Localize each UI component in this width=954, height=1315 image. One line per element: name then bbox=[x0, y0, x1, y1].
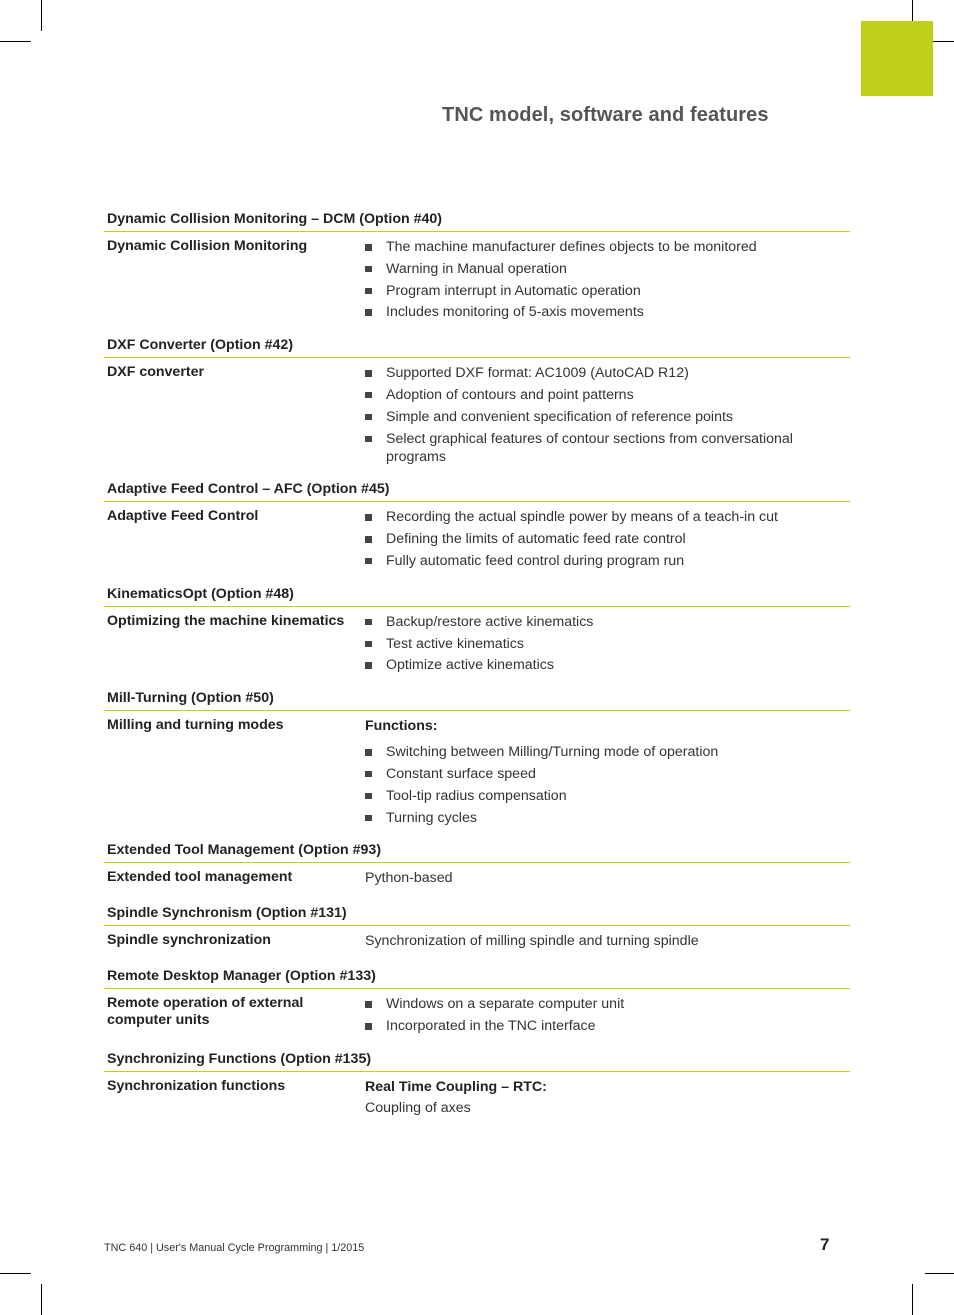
option-section bbox=[104, 209, 850, 325]
section-title: Extended Tool Management (Option #93) bbox=[104, 840, 850, 863]
bullet-list bbox=[365, 613, 850, 675]
list-item bbox=[365, 1017, 850, 1035]
feature-row bbox=[104, 711, 850, 830]
feature-row bbox=[104, 989, 850, 1039]
option-section bbox=[104, 335, 850, 469]
option-section bbox=[104, 1049, 850, 1123]
bullet-list bbox=[365, 364, 850, 465]
list-item bbox=[365, 282, 850, 300]
feature-sections bbox=[104, 209, 850, 1133]
square-bullet-icon bbox=[365, 1023, 372, 1030]
list-item bbox=[365, 386, 850, 404]
section-title: Mill-Turning (Option #50) bbox=[104, 688, 850, 711]
feature-label: Optimizing the machine kinematics bbox=[107, 612, 345, 629]
list-item-text: Recording the actual spindle power by means of a teach-in cut bbox=[386, 509, 778, 526]
option-section bbox=[104, 840, 850, 893]
feature-label: Synchronization functions bbox=[107, 1077, 286, 1094]
section-title: KinematicsOpt (Option #48) bbox=[104, 584, 850, 607]
crop-mark bbox=[933, 41, 954, 42]
list-item-text: The machine manufacturer defines objects to be monitored bbox=[386, 239, 757, 255]
list-item-text: Adoption of contours and point patterns bbox=[386, 386, 634, 403]
square-bullet-icon bbox=[365, 662, 372, 669]
list-item bbox=[365, 743, 850, 761]
option-section bbox=[104, 688, 850, 830]
list-item bbox=[365, 430, 850, 466]
square-bullet-icon bbox=[365, 815, 372, 822]
crop-mark bbox=[912, 1284, 913, 1315]
bullet-list bbox=[365, 995, 850, 1035]
list-item bbox=[365, 656, 850, 674]
list-item-text: Defining the limits of automatic feed rate control bbox=[386, 531, 686, 548]
feature-description bbox=[365, 613, 850, 678]
list-item bbox=[365, 809, 850, 827]
square-bullet-icon bbox=[365, 244, 372, 251]
list-item-text: Backup/restore active kinematics bbox=[386, 613, 594, 630]
square-bullet-icon bbox=[365, 536, 372, 543]
list-item-text: Warning in Manual operation bbox=[386, 260, 567, 277]
list-item-text: Test active kinematics bbox=[386, 635, 524, 652]
section-title: Remote Desktop Manager (Option #133) bbox=[104, 966, 850, 989]
square-bullet-icon bbox=[365, 749, 372, 756]
list-item bbox=[365, 613, 850, 631]
list-item-text: Incorporated in the TNC interface bbox=[386, 1018, 596, 1035]
feature-row bbox=[104, 232, 850, 325]
description-text: Synchronization of milling spindle and turning spindle bbox=[365, 933, 699, 950]
square-bullet-icon bbox=[365, 558, 372, 565]
feature-label: Dynamic Collision Monitoring bbox=[107, 238, 308, 254]
feature-row bbox=[104, 863, 850, 893]
footer-text: TNC 640 | User's Manual Cycle Programming | 1/2015 bbox=[104, 1242, 365, 1254]
bullet-list bbox=[365, 238, 850, 321]
crop-mark bbox=[0, 41, 31, 42]
feature-description bbox=[365, 932, 850, 956]
feature-row bbox=[104, 926, 850, 956]
crop-mark bbox=[0, 1273, 31, 1274]
feature-description bbox=[365, 1078, 850, 1123]
list-item-text: Turning cycles bbox=[386, 809, 477, 826]
chapter-accent-tab bbox=[861, 21, 933, 96]
feature-label: Adaptive Feed Control bbox=[107, 508, 259, 525]
feature-row bbox=[104, 358, 850, 469]
section-title: Dynamic Collision Monitoring – DCM (Option #40) bbox=[104, 209, 850, 232]
list-item bbox=[365, 508, 850, 526]
feature-label: Spindle synchronization bbox=[107, 932, 271, 949]
square-bullet-icon bbox=[365, 436, 372, 443]
feature-row bbox=[104, 607, 850, 678]
square-bullet-icon bbox=[365, 793, 372, 800]
square-bullet-icon bbox=[365, 514, 372, 521]
list-item bbox=[365, 260, 850, 278]
feature-label: Remote operation of external computer units bbox=[107, 995, 304, 1029]
crop-mark bbox=[41, 1284, 42, 1315]
list-item-text: Select graphical features of contour sections from conversational programs bbox=[386, 430, 793, 465]
list-item-text: Switching between Milling/Turning mode of operation bbox=[386, 744, 719, 761]
list-item bbox=[365, 530, 850, 548]
list-item bbox=[365, 995, 850, 1013]
list-item bbox=[365, 635, 850, 653]
list-item-text: Tool-tip radius compensation bbox=[386, 787, 567, 804]
page-number: 7 bbox=[820, 1235, 830, 1254]
list-item-text: Supported DXF format: AC1009 (AutoCAD R12) bbox=[386, 365, 689, 382]
bullet-list bbox=[365, 508, 850, 570]
list-item bbox=[365, 765, 850, 783]
list-item-text: Windows on a separate computer unit bbox=[386, 996, 625, 1013]
list-item-text: Includes monitoring of 5-axis movements bbox=[386, 304, 644, 321]
option-section bbox=[104, 479, 850, 573]
section-title: Spindle Synchronism (Option #131) bbox=[104, 903, 850, 926]
description-text: Coupling of axes bbox=[365, 1099, 471, 1116]
square-bullet-icon bbox=[365, 619, 372, 626]
list-item-text: Constant surface speed bbox=[386, 765, 536, 782]
square-bullet-icon bbox=[365, 288, 372, 295]
list-item bbox=[365, 238, 850, 256]
feature-row bbox=[104, 502, 850, 573]
square-bullet-icon bbox=[365, 771, 372, 778]
feature-description bbox=[365, 717, 850, 830]
section-title: Adaptive Feed Control – AFC (Option #45) bbox=[104, 479, 850, 502]
option-section bbox=[104, 966, 850, 1039]
list-item bbox=[365, 408, 850, 426]
square-bullet-icon bbox=[365, 392, 372, 399]
feature-label: Milling and turning modes bbox=[107, 717, 284, 734]
section-title: Synchronizing Functions (Option #135) bbox=[104, 1049, 850, 1072]
square-bullet-icon bbox=[365, 641, 372, 648]
square-bullet-icon bbox=[365, 370, 372, 377]
feature-row bbox=[104, 1072, 850, 1123]
feature-description bbox=[365, 238, 850, 325]
square-bullet-icon bbox=[365, 266, 372, 273]
crop-mark bbox=[41, 0, 42, 31]
list-item bbox=[365, 303, 850, 321]
crop-mark bbox=[912, 0, 913, 21]
description-text: Python-based bbox=[365, 870, 453, 887]
description-heading: Real Time Coupling – RTC: bbox=[365, 1078, 547, 1095]
square-bullet-icon bbox=[365, 414, 372, 421]
list-item-text: Optimize active kinematics bbox=[386, 657, 554, 674]
bullet-list bbox=[365, 743, 850, 826]
feature-label: Extended tool management bbox=[107, 869, 293, 886]
list-item-text: Fully automatic feed control during program run bbox=[386, 552, 685, 569]
square-bullet-icon bbox=[365, 309, 372, 316]
feature-description bbox=[365, 508, 850, 573]
feature-description bbox=[365, 364, 850, 469]
page-title: TNC model, software and features bbox=[442, 104, 769, 126]
list-item bbox=[365, 787, 850, 805]
list-item-text: Simple and convenient specification of reference points bbox=[386, 408, 734, 425]
option-section bbox=[104, 903, 850, 956]
list-item bbox=[365, 364, 850, 382]
list-item bbox=[365, 552, 850, 570]
feature-description bbox=[365, 995, 850, 1039]
square-bullet-icon bbox=[365, 1001, 372, 1008]
description-heading: Functions: bbox=[365, 718, 438, 735]
option-section bbox=[104, 584, 850, 678]
feature-label: DXF converter bbox=[107, 364, 204, 381]
list-item-text: Program interrupt in Automatic operation bbox=[386, 282, 641, 299]
crop-mark bbox=[925, 1273, 954, 1274]
section-title: DXF Converter (Option #42) bbox=[104, 335, 850, 358]
feature-description bbox=[365, 869, 850, 893]
